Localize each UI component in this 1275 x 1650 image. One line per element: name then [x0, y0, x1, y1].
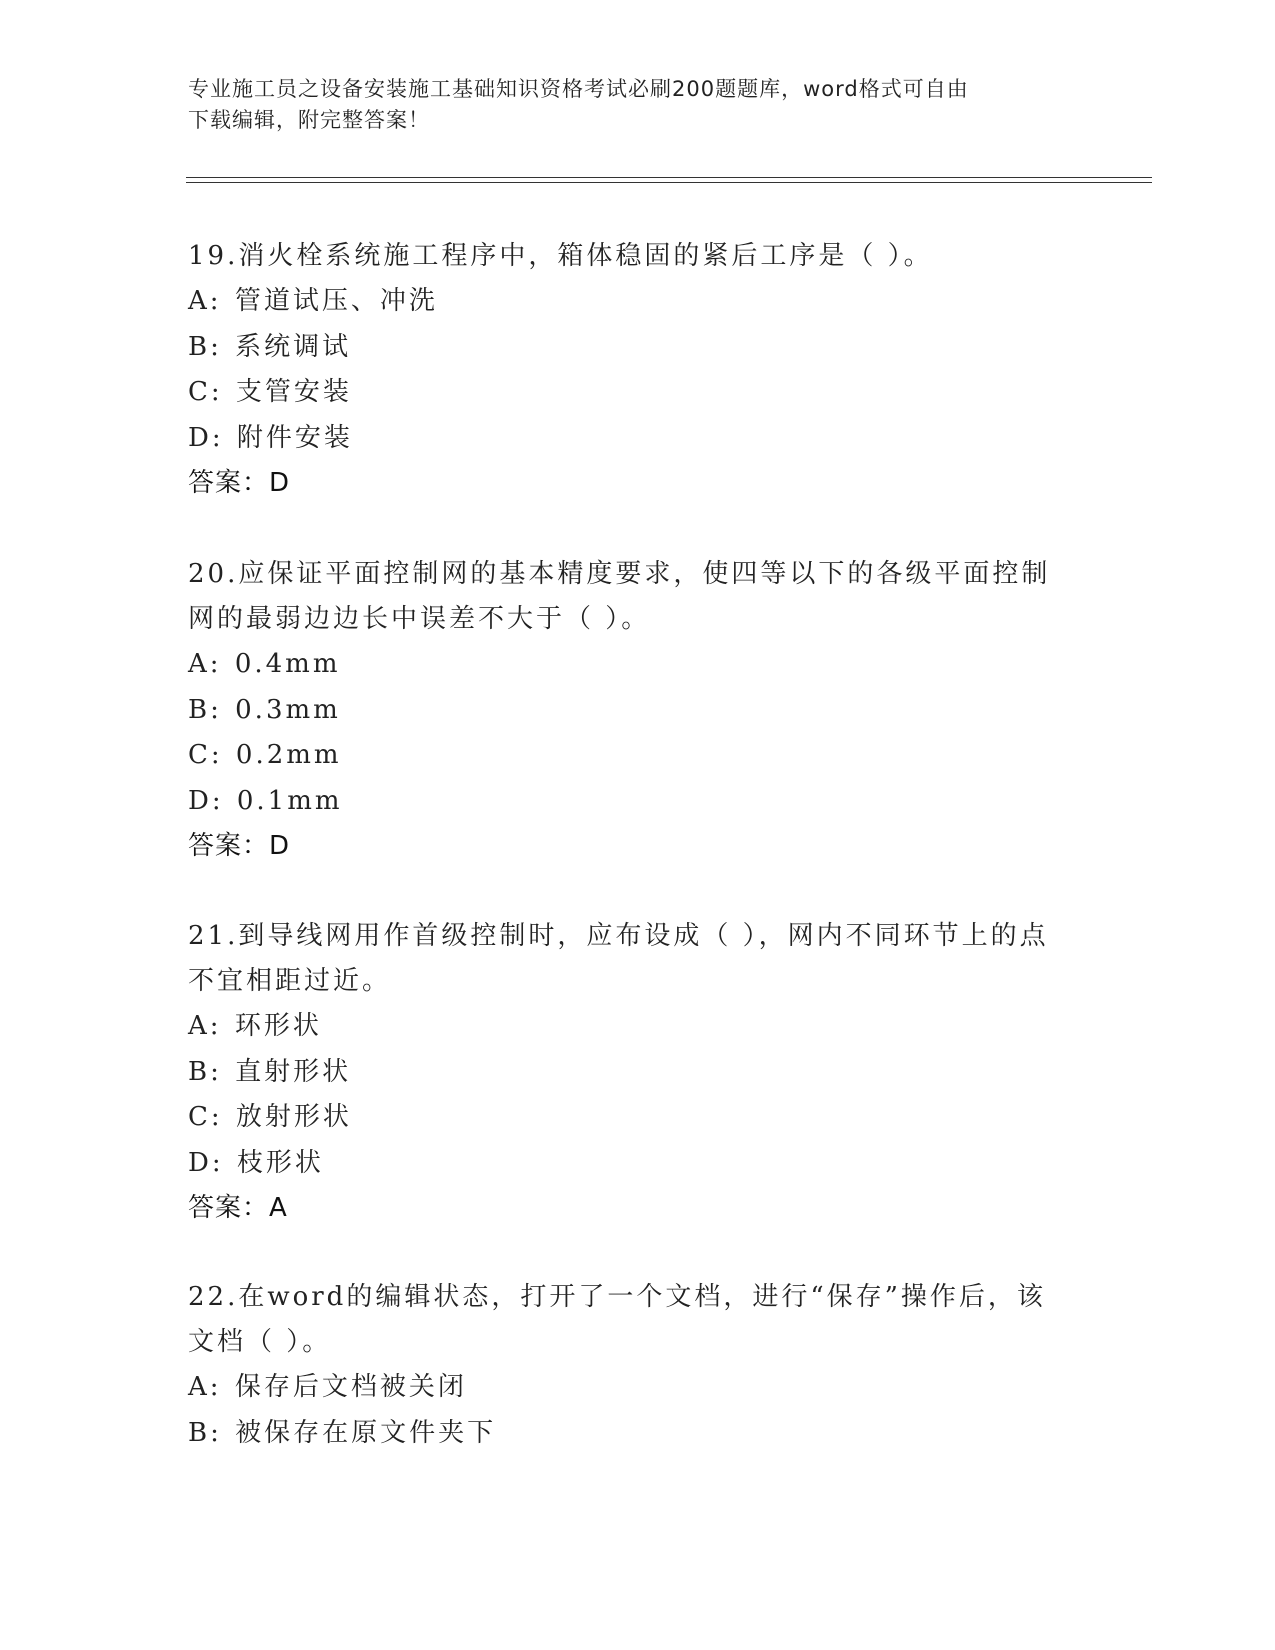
- option-letter: C:: [188, 377, 223, 407]
- option-a: [188, 1365, 1068, 1411]
- option-text: 直射形状: [235, 1056, 352, 1087]
- option-text: 被保存在原文件夹下: [235, 1417, 497, 1448]
- option-letter: D:: [188, 785, 224, 816]
- option-text: 支管安装: [235, 377, 352, 407]
- option-b: [188, 688, 1068, 734]
- question-stem: 19.消火栓系统施工程序中，箱体稳固的紧后工序是（ ）。: [188, 241, 933, 271]
- option-letter: D:: [188, 1147, 224, 1178]
- document-header: [188, 74, 1068, 136]
- option-letter: A:: [188, 1011, 222, 1041]
- option-text: 0.1mm: [236, 785, 343, 816]
- header-title-line-1: 专业施工员之设备安装施工基础知识资格考试必刷200题题库，word格式可自由: [188, 77, 969, 101]
- option-text: 系统调试: [235, 331, 352, 362]
- option-text: 附件安装: [236, 422, 353, 453]
- option-text: 管道试压、冲洗: [234, 286, 438, 316]
- option-text: 0.3mm: [235, 694, 341, 725]
- option-a: [188, 642, 1068, 688]
- option-letter: D:: [188, 422, 224, 453]
- option-letter: B:: [188, 1056, 222, 1087]
- header-divider-bottom: [186, 182, 1152, 183]
- option-text: 保存后文档被关闭: [234, 1372, 467, 1402]
- question-20: [188, 552, 1068, 869]
- option-b: [188, 325, 1068, 371]
- option-text: 0.2mm: [235, 740, 342, 770]
- question-stem: 21.到导线网用作首级控制时，应布设成（ ），网内不同环节上的点不宜相距过近。: [188, 921, 1049, 996]
- option-letter: A:: [188, 649, 222, 679]
- option-b: [188, 1050, 1068, 1096]
- option-d: [188, 416, 1068, 462]
- option-text: 环形状: [234, 1011, 322, 1041]
- option-letter: A:: [188, 286, 222, 316]
- option-letter: B:: [188, 694, 222, 725]
- header-divider-top: [186, 177, 1152, 178]
- option-d: [188, 779, 1068, 825]
- option-c: [188, 1095, 1068, 1141]
- option-letter: B:: [188, 331, 222, 362]
- answer-line: 答案：D: [188, 468, 291, 498]
- option-text: 枝形状: [236, 1147, 324, 1178]
- option-c: [188, 733, 1068, 779]
- answer-line: 答案：A: [188, 1193, 288, 1223]
- option-letter: C:: [188, 740, 223, 770]
- option-c: [188, 370, 1068, 416]
- option-a: [188, 279, 1068, 325]
- question-stem: 20.应保证平面控制网的基本精度要求，使四等以下的各级平面控制网的最弱边边长中误差不大于（ ）。: [188, 559, 1051, 634]
- option-a: [188, 1004, 1068, 1050]
- option-text: 放射形状: [235, 1102, 352, 1132]
- option-d: [188, 1141, 1068, 1187]
- option-letter: B:: [188, 1417, 222, 1448]
- option-letter: C:: [188, 1102, 223, 1132]
- answer-line: 答案：D: [188, 831, 291, 861]
- question-21: [188, 914, 1068, 1231]
- question-stem: 22.在word的编辑状态，打开了一个文档，进行“保存”操作后，该文档（ ）。: [188, 1282, 1046, 1357]
- question-19: [188, 234, 1068, 506]
- header-title-line-2: 下载编辑，附完整答案！: [188, 108, 430, 132]
- option-b: [188, 1411, 1068, 1457]
- option-letter: A:: [188, 1372, 222, 1402]
- option-text: 0.4mm: [234, 649, 341, 679]
- question-22: [188, 1275, 1068, 1456]
